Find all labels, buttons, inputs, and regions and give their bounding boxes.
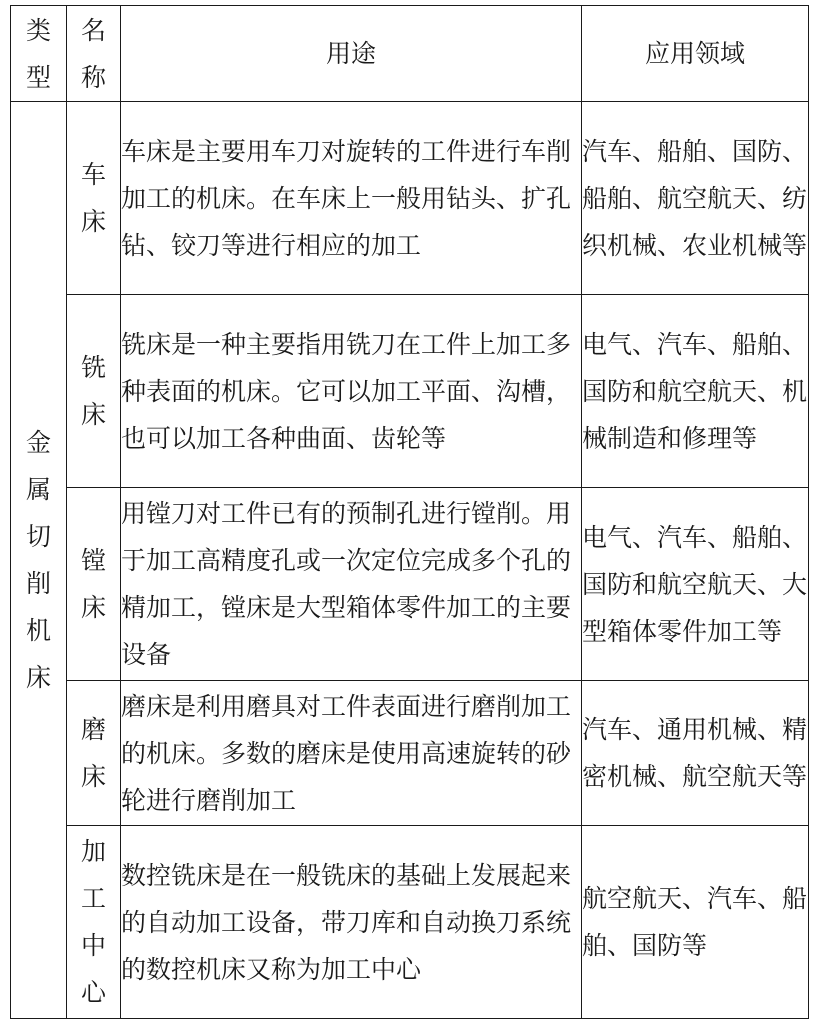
machine-use: 用镗刀对工件已有的预制孔进行镗削。用于加工高精度孔或一次定位完成多个孔的精加工，镗床是大型箱体零件加工的主要设备: [121, 488, 582, 681]
table-row: [11, 826, 809, 1019]
machine-name: 铣 床: [67, 295, 121, 488]
machine-area: 航空航天、汽车、船舶、国防等: [582, 826, 809, 1019]
machine-area: 电气、汽车、船舶、国防和航空航天、机械制造和修理等: [582, 295, 809, 488]
header-area: 应用领域: [582, 6, 809, 102]
table-row: [11, 102, 809, 295]
machine-area: 汽车、通用机械、精密机械、航空航天等: [582, 681, 809, 826]
category-cell: 金 属 切 削 机 床: [11, 102, 67, 1019]
machine-name: 加 工 中 心: [67, 826, 121, 1019]
machine-area: 电气、汽车、船舶、国防和航空航天、大型箱体零件加工等: [582, 488, 809, 681]
table-row: [11, 681, 809, 826]
machine-use: 数控铣床是在一般铣床的基础上发展起来的自动加工设备，带刀库和自动换刀系统的数控机床又称为加工中心: [121, 826, 582, 1019]
machine-name: 磨 床: [67, 681, 121, 826]
header-use: 用途: [121, 6, 582, 102]
machine-name: 车 床: [67, 102, 121, 295]
machine-tool-table: [10, 5, 809, 1019]
header-name: 名 称: [67, 6, 121, 102]
machine-use: 铣床是一种主要指用铣刀在工件上加工多种表面的机床。它可以加工平面、沟槽，也可以加工各种曲面、齿轮等: [121, 295, 582, 488]
table-row: [11, 295, 809, 488]
machine-name: 镗 床: [67, 488, 121, 681]
header-type: 类 型: [11, 6, 67, 102]
header-row: [11, 6, 809, 102]
table-row: [11, 488, 809, 681]
machine-use: 磨床是利用磨具对工件表面进行磨削加工的机床。多数的磨床是使用高速旋转的砂轮进行磨削加工: [121, 681, 582, 826]
machine-area: 汽车、船舶、国防、船舶、航空航天、纺织机械、农业机械等: [582, 102, 809, 295]
machine-use: 车床是主要用车刀对旋转的工件进行车削加工的机床。在车床上一般用钻头、扩孔钻、铰刀等进行相应的加工: [121, 102, 582, 295]
